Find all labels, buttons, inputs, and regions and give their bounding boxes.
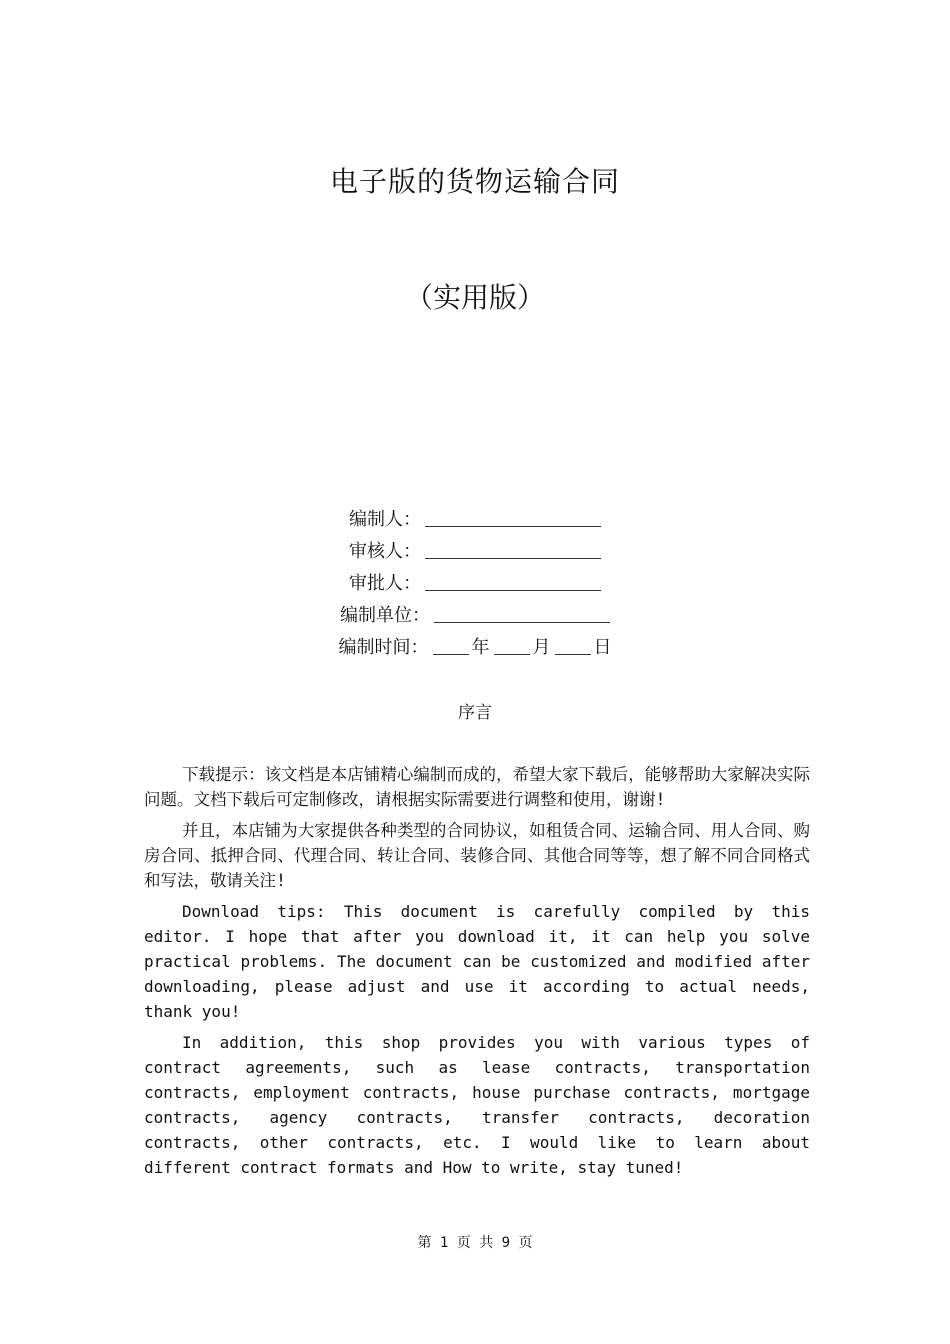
preface-paragraph-en-2: In addition, this shop provides you with various types of contract agreements, such as lease contracts, transportation contracts, employment contracts, house purchase contracts, mortgage contracts, agency contracts, transfer contracts, decoration contracts, other contracts, etc. I would like to learn about different contract formats and How to write, stay tuned!	[144, 1033, 810, 1177]
field-date-label: 编制时间：	[338, 637, 429, 658]
field-day-blank	[555, 634, 591, 655]
field-author-blank	[425, 506, 601, 527]
field-reviewer-label: 审核人：	[349, 541, 421, 562]
preface-paragraph-en-1: Download tips: This document is carefully compiled by this editor. I hope that after you download it, it can help you solve practical problems. The document can be customized and modified after downloading, please adjust and use it according to actual needs, thank you!	[144, 902, 810, 1021]
field-approver	[0, 568, 950, 600]
page-number: 第 1 页 共 9 页	[417, 1235, 533, 1251]
field-author-label: 编制人：	[349, 509, 421, 530]
preface-body	[144, 762, 810, 1186]
field-day-label: 日	[593, 637, 612, 658]
field-approver-label: 审批人：	[349, 573, 421, 594]
field-unit-blank	[434, 602, 610, 623]
field-unit	[0, 600, 950, 632]
preface-paragraph-cn-2: 并且，本店铺为大家提供各种类型的合同协议，如租赁合同、运输合同、用人合同、购房合同、抵押合同、代理合同、转让合同、装修合同、其他合同等等，想了解不同合同格式和写法，敬请关注!	[144, 821, 810, 890]
field-reviewer-blank	[425, 538, 601, 559]
field-unit-label: 编制单位：	[340, 605, 430, 626]
field-date	[0, 632, 950, 664]
preface-title: 序言	[458, 703, 492, 723]
field-approver-blank	[425, 570, 601, 591]
field-year-label: 年	[471, 637, 490, 658]
document-title: 电子版的货物运输合同	[329, 165, 620, 198]
preface-paragraph-cn-1: 下载提示：该文档是本店铺精心编制而成的，希望大家下载后，能够帮助大家解决实际问题。文档下载后可定制修改，请根据实际需要进行调整和使用，谢谢!	[144, 765, 810, 809]
document-subtitle: （实用版）	[404, 281, 545, 314]
field-year-blank	[433, 634, 469, 655]
field-month-blank	[494, 634, 530, 655]
field-reviewer	[0, 536, 950, 568]
signature-fields	[0, 504, 950, 664]
field-month-label: 月	[532, 637, 551, 658]
field-author	[0, 504, 950, 536]
